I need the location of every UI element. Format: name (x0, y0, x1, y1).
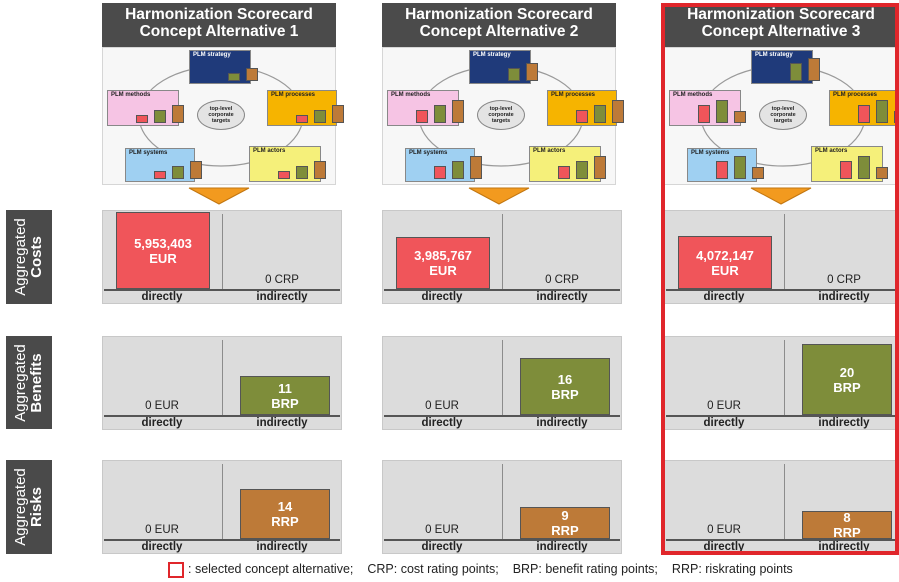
bar-label-line: 5,953,403 (134, 235, 192, 251)
diagram-center-label: top-level corporate targets (770, 106, 796, 124)
bar-label-line: 11 (278, 380, 292, 396)
xlabel-directly: directly (421, 417, 463, 429)
diagram-center-label: top-level corporate targets (488, 106, 514, 124)
diagram-strategy-label: PLM strategy (473, 52, 511, 58)
bar-label-line: 4,072,147 (696, 247, 754, 263)
diagram-actors (529, 146, 601, 182)
panel-divider (222, 464, 223, 540)
diagram-mini-bar (154, 110, 166, 123)
diagram-mini-bar (296, 166, 308, 179)
zero-label-costs-indirect: 0 CRP (265, 274, 299, 286)
diagram-methods (387, 90, 459, 126)
diagram-mini-bar (558, 166, 570, 179)
xlabel-indirectly: indirectly (256, 291, 308, 303)
diagram-methods-label: PLM methods (673, 92, 713, 98)
row-label-risks (6, 460, 52, 554)
xlabel-directly: directly (141, 417, 183, 429)
diagram-systems-label: PLM systems (409, 150, 448, 156)
xlabel-directly: directly (703, 291, 745, 303)
diagram-mini-bar (434, 105, 446, 123)
diagram-systems (405, 148, 475, 182)
xlabel-directly: directly (703, 417, 745, 429)
diagram-center (477, 100, 525, 130)
diagram-mini-bar (296, 115, 308, 123)
xlabel-indirectly: indirectly (536, 541, 588, 553)
bar-label-line: EUR (149, 250, 177, 266)
selected-alternative-frame (661, 3, 899, 555)
bar-label-line: RRP (551, 523, 579, 538)
bar-label-line: RRP (833, 525, 861, 540)
down-arrow-box (382, 185, 616, 208)
row-label-risks-line2: Risks (28, 486, 46, 528)
zero-label-risks-direct: 0 EUR (425, 524, 459, 536)
legend (168, 562, 807, 578)
column-title-line1: Harmonization Scorecard (687, 6, 875, 23)
diagram-mini-bar (314, 110, 326, 123)
zero-label-benefits-direct: 0 EUR (707, 400, 741, 412)
diagram-actors-label: PLM actors (533, 148, 566, 154)
bar-label-line: 16 (557, 371, 573, 387)
diagram-methods-label: PLM methods (391, 92, 431, 98)
down-arrow-icon (382, 185, 616, 207)
panel-divider (502, 464, 503, 540)
row-label-benefits (6, 336, 52, 429)
legend-selected: : selected concept alternative; (188, 562, 354, 577)
bar-label-line: 8 (843, 510, 851, 525)
column-title-line1: Harmonization Scorecard (125, 6, 313, 23)
diagram-center-label: top-level corporate targets (208, 106, 234, 124)
zero-label-risks-direct: 0 EUR (145, 524, 179, 536)
plm-diagram (382, 47, 616, 185)
panel-divider (502, 214, 503, 290)
diagram-methods (107, 90, 179, 126)
diagram-processes (547, 90, 617, 126)
diagram-mini-bar (470, 156, 482, 179)
selection-legend-square-icon (168, 562, 184, 578)
bar-label-line: RRP (271, 514, 299, 529)
diagram-strategy (469, 50, 531, 84)
bar-label-line: 14 (277, 499, 293, 514)
legend-brp: BRP: benefit rating points; (512, 562, 658, 577)
diagram-mini-bar (526, 63, 538, 81)
xlabel-indirectly: indirectly (536, 291, 588, 303)
legend-crp: CRP: cost rating points; (367, 562, 499, 577)
zero-label-benefits-direct: 0 EUR (145, 400, 179, 412)
panel-divider (502, 340, 503, 416)
xlabel-directly: directly (141, 541, 183, 553)
diagram-systems (125, 148, 195, 182)
bar-benefits-indirect (520, 358, 610, 415)
diagram-processes-label: PLM processes (271, 92, 316, 98)
bar-label-line: BRP (833, 379, 861, 395)
diagram-mini-bar (416, 110, 428, 123)
row-label-risks-line1: Aggregated (12, 468, 30, 546)
diagram-mini-bar (278, 171, 290, 179)
diagram-mini-bar (154, 171, 166, 179)
diagram-systems-label: PLM systems (129, 150, 168, 156)
diagram-actors-label: PLM actors (253, 148, 286, 154)
diagram-mini-bar (452, 161, 464, 179)
xlabel-indirectly: indirectly (818, 541, 870, 553)
diagram-mini-bar (594, 105, 606, 123)
xlabel-directly: directly (703, 541, 745, 553)
zero-label-risks-direct: 0 EUR (707, 524, 741, 536)
xlabel-directly: directly (141, 291, 183, 303)
column-header (102, 3, 336, 47)
row-label-costs-line2: Costs (28, 236, 46, 278)
row-label-costs (6, 210, 52, 304)
column-title-line2: Concept Alternative 3 (701, 23, 861, 40)
xlabel-indirectly: indirectly (818, 291, 870, 303)
diagram-mini-bar (508, 68, 520, 81)
diagram-mini-bar (594, 156, 606, 179)
diagram-mini-bar (172, 166, 184, 179)
diagram-mini-bar (434, 166, 446, 179)
diagram-mini-bar (190, 161, 202, 179)
bar-label-line: 9 (561, 508, 569, 523)
diagram-mini-bar (246, 68, 258, 81)
diagram-strategy (189, 50, 251, 84)
panel-divider (222, 214, 223, 290)
bar-label-line: 20 (839, 364, 855, 380)
diagram-methods-label: PLM methods (111, 92, 151, 98)
bar-label-line: EUR (711, 262, 739, 278)
bar-risks-indirect (240, 489, 330, 539)
plm-diagram (102, 47, 336, 185)
column-title-line2: Concept Alternative 2 (419, 23, 579, 40)
xlabel-directly: directly (421, 291, 463, 303)
diagram-systems-label: PLM systems (691, 150, 730, 156)
bar-costs-direct (116, 212, 210, 289)
diagram-processes (267, 90, 337, 126)
diagram-processes-label: PLM processes (551, 92, 596, 98)
bar-label-line: EUR (429, 263, 457, 278)
diagram-center (197, 100, 245, 130)
bar-label-line: BRP (551, 386, 579, 402)
diagram-mini-bar (612, 100, 624, 123)
xlabel-directly: directly (421, 541, 463, 553)
diagram-mini-bar (172, 105, 184, 123)
row-label-costs-line1: Aggregated (12, 218, 30, 296)
xlabel-indirectly: indirectly (256, 417, 308, 429)
diagram-mini-bar (314, 161, 326, 179)
xlabel-indirectly: indirectly (256, 541, 308, 553)
column-title-line2: Concept Alternative 1 (139, 23, 299, 40)
diagram-mini-bar (576, 161, 588, 179)
diagram-actors-label: PLM actors (815, 148, 848, 154)
panel-divider (222, 340, 223, 416)
diagram-mini-bar (452, 100, 464, 123)
row-label-benefits-line2: Benefits (28, 352, 46, 413)
bar-label-line: 3,985,767 (414, 248, 472, 263)
bar-benefits-indirect (240, 376, 330, 415)
bar-costs-direct (396, 237, 490, 289)
xlabel-indirectly: indirectly (536, 417, 588, 429)
zero-label-benefits-direct: 0 EUR (425, 400, 459, 412)
zero-label-costs-indirect: 0 CRP (545, 274, 579, 286)
diagram-mini-bar (228, 73, 240, 81)
xlabel-indirectly: indirectly (818, 417, 870, 429)
bar-label-line: BRP (271, 395, 299, 411)
column-header (382, 3, 616, 47)
diagram-strategy-label: PLM strategy (755, 52, 793, 58)
diagram-strategy-label: PLM strategy (193, 52, 231, 58)
row-label-benefits-line1: Aggregated (12, 343, 30, 422)
down-arrow-icon (102, 185, 336, 207)
diagram-mini-bar (576, 110, 588, 123)
down-arrow-box (102, 185, 336, 208)
legend-rrp: RRP: riskrating points (671, 562, 793, 577)
diagram-processes-label: PLM processes (833, 92, 878, 98)
diagram-mini-bar (332, 105, 344, 123)
diagram-mini-bar (136, 115, 148, 123)
zero-label-costs-indirect: 0 CRP (827, 274, 861, 286)
column-title-line1: Harmonization Scorecard (405, 6, 593, 23)
bar-risks-indirect (520, 507, 610, 539)
diagram-actors (249, 146, 321, 182)
